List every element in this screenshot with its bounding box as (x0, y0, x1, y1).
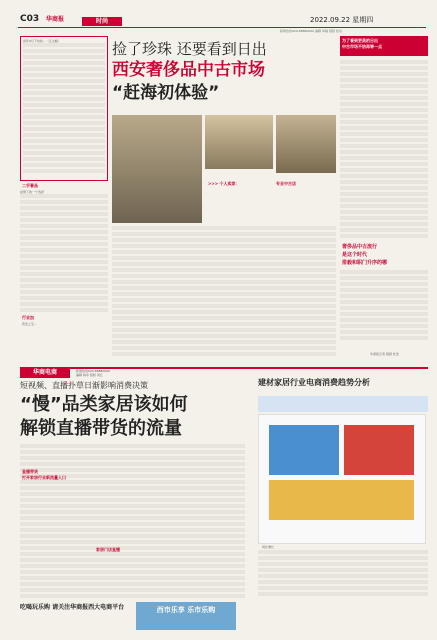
section-name: 时尚 (82, 17, 122, 26)
chart-label: 同比增长 (262, 545, 275, 549)
chart-block-1 (269, 425, 339, 475)
chart-intro-box (258, 396, 428, 412)
ecom-title-line1: “慢”品类家居该如何 (20, 394, 188, 415)
sidebar-second-sub: 是这个时代 (342, 252, 368, 258)
chart-title: 建材家居行业电商消费趋势分析 (258, 378, 370, 387)
chart-body (258, 550, 428, 600)
main-photo-right (205, 115, 273, 169)
subhead-industry: 行业加 (22, 315, 34, 320)
main-photo-left (112, 115, 202, 223)
sidebar-title: 为了看到更美的日出 (342, 38, 378, 43)
ecom-kicker: 短视频、直播扑草日渐影响消费决策 (20, 381, 148, 390)
chart-block-2 (344, 425, 414, 475)
chart-block-3 (269, 480, 414, 520)
bottom-title: 吃喝玩乐购 请关注华商报西大电商平台 (20, 604, 125, 611)
sidebar-body-2 (340, 270, 428, 350)
main-photo-third (276, 115, 336, 173)
ecom-subhead1: 直播带货 (22, 469, 38, 474)
sub2-text: 西安之宝… (22, 322, 38, 326)
chart-area (258, 414, 426, 544)
sidebar-second-title: 奢侈品中古流行 (342, 244, 378, 250)
ecom-subhead2: 打开家居行业新流量入口 (22, 475, 66, 480)
main-kicker: 捡了珍珠 还要看到日出 (112, 40, 267, 58)
ecom-title-line2: 解锁直播带货的流量 (20, 418, 182, 439)
left-body (20, 190, 108, 310)
main-body (112, 226, 336, 361)
page-number: C03 (20, 14, 40, 24)
ecom-subhead3: 家居门店直播 (96, 547, 120, 552)
ad-line1: 西市乐享 (156, 606, 185, 614)
main-subhead-a: >>> 个人卖家： (208, 181, 240, 186)
banner-label: 华商电商 (20, 368, 70, 378)
main-subhead-b: 专业中古店 (276, 181, 296, 186)
paper-logo: 华商报 (46, 16, 65, 23)
sub1-head: 疫情下的一个选择 (20, 190, 45, 194)
chart-svg (259, 415, 427, 545)
left-intro-box (20, 36, 108, 181)
banner-editors: 编辑 杨华 组版 刘江 (76, 373, 103, 377)
intro-text: 首年9月下旬的…（正文略） (23, 39, 61, 43)
issue-date: 2022.09.22 星期四 (310, 16, 374, 24)
main-title-line2: “赶海初体验” (112, 83, 220, 103)
sidebar-title-box (340, 36, 428, 56)
banner-phone: 新闻热线029-88880000 (76, 369, 111, 373)
header-subline: 新闻热线029-88880000 编辑 审稿 组版 校对 (280, 29, 342, 33)
sidebar-subtitle: 中古市场不妨再等一点 (342, 44, 382, 49)
sidebar-second-sub2: 排毅和职门升序的哪 (342, 260, 388, 266)
ad-line2: 乐市乐购 (187, 606, 216, 614)
main-title-line1: 西安奢侈品中古市场 (112, 60, 265, 80)
sidebar-byline: 华商报记者 程颖 杜浩 (370, 352, 399, 356)
ecom-body (20, 444, 245, 604)
subhead-second-hand: 二手奢品 (22, 183, 38, 188)
sidebar-body (340, 60, 428, 240)
ad-banner[interactable] (136, 602, 236, 630)
